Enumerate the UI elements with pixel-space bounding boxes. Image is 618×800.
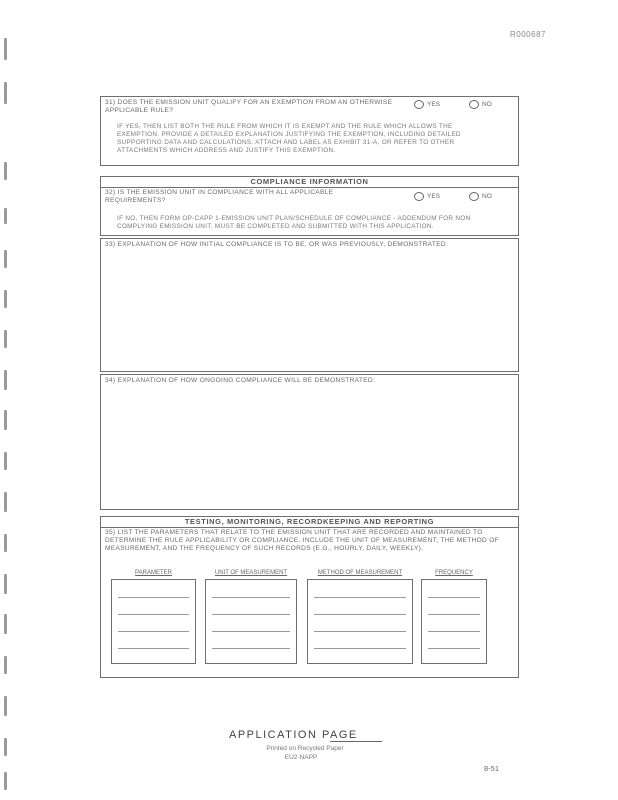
entry-line [118, 648, 189, 649]
footer-blank-line [330, 741, 382, 742]
binding-mark [4, 574, 7, 594]
entry-line [212, 631, 290, 632]
entry-line [118, 597, 189, 598]
compliance-yes-label: YES [427, 193, 441, 200]
binding-mark [4, 162, 7, 180]
column-header-method: METHOD OF MEASUREMENT [317, 570, 403, 576]
compliance-yes-option[interactable] [414, 192, 440, 201]
exemption-instructions: IF YES, THEN LIST BOTH THE RULE FROM WHICH IT IS EXEMPT AND THE RULE WHICH ALLOWS THE EXEMPTION. PROVIDE A DETAILED EXPLANATION JUSTIFYING THE EXEMPTION, INCLUDING DETAILED SUPPORTING DATA AND CALCULATIONS. ATTACH AND LABEL AS EXHIBIT 31-A, OR REFER TO OTHER ATTACHMENTS WHICH ADDRESS AND JUSTIFY THIS EXEMPTION. [117, 123, 461, 154]
binding-mark [4, 696, 7, 716]
unit-column[interactable] [205, 579, 297, 664]
compliance-no-label: NO [482, 193, 492, 200]
binding-mark [4, 772, 7, 790]
column-header-frequency: FREQUENCY [435, 570, 473, 576]
parameters-question: 35) LIST THE PARAMETERS THAT RELATE TO THE EMISSION UNIT THAT ARE RECORDED AND MAINTAINED TO DETERMINE THE RULE APPLICABILITY OR COMPLIANCE. INCLUDE THE UNIT OF MEASUREMENT, THE METHOD OF MEASUREMENT, AND THE FREQUENCY OF SUCH RECORDS (E.G., HOURLY, DAILY, WEEKLY). [105, 529, 499, 552]
footer-title: APPLICATION PAGE [229, 729, 358, 741]
initial-compliance-label: 33) EXPLANATION OF HOW INITIAL COMPLIANCE IS TO BE, OR WAS PREVIOUSLY, DEMONSTRATED: [105, 241, 449, 248]
entry-line [212, 614, 290, 615]
entry-line [314, 648, 406, 649]
document-id: R000687 [510, 30, 546, 39]
exemption-no-option[interactable] [469, 100, 492, 109]
compliance-instructions: IF NO, THEN FORM OP-CAPP 1-EMISSION UNIT PLAN/SCHEDULE OF COMPLIANCE - ADDENDUM FOR NON COMPLYING EMISSION UNIT, MUST BE COMPLETED AND SUBMITTED WITH THIS APPLICATION. [117, 215, 471, 230]
exemption-no-radio[interactable] [469, 100, 479, 109]
binding-mark [4, 738, 7, 756]
entry-line [212, 648, 290, 649]
parameter-column[interactable] [111, 579, 196, 664]
entry-line [428, 597, 480, 598]
compliance-yes-radio[interactable] [414, 192, 424, 201]
column-header-unit: UNIT OF MEASUREMENT [214, 570, 288, 576]
method-column[interactable] [307, 579, 413, 664]
entry-line [428, 648, 480, 649]
binding-mark [4, 38, 7, 60]
exemption-question: 31) DOES THE EMISSION UNIT QUALIFY FOR AN EXEMPTION FROM AN OTHERWISE APPLICABLE RULE? [105, 99, 393, 114]
compliance-no-radio[interactable] [469, 192, 479, 201]
binding-mark [4, 492, 7, 512]
compliance-question: 32) IS THE EMISSION UNIT IN COMPLIANCE WITH ALL APPLICABLE REQUIREMENTS? [105, 189, 334, 204]
exemption-yes-label: YES [427, 101, 441, 108]
binding-mark [4, 614, 7, 634]
binding-mark [4, 410, 7, 430]
compliance-section [100, 176, 519, 236]
initial-compliance-box[interactable] [100, 238, 519, 372]
binding-mark [4, 330, 7, 348]
entry-line [314, 597, 406, 598]
testing-section [100, 516, 519, 678]
entry-line [118, 614, 189, 615]
ongoing-compliance-box[interactable] [100, 374, 519, 510]
entry-line [314, 614, 406, 615]
exemption-section [100, 96, 519, 166]
binding-mark [4, 452, 7, 470]
binding-mark [4, 250, 7, 268]
binding-mark [4, 208, 7, 224]
exemption-yes-option[interactable] [414, 100, 440, 109]
entry-line [314, 631, 406, 632]
form-number: EU2-NAPP [284, 754, 318, 761]
compliance-section-title: COMPLIANCE INFORMATION [101, 177, 518, 188]
binding-mark [4, 656, 7, 674]
compliance-no-option[interactable] [469, 192, 492, 201]
exemption-no-label: NO [482, 101, 492, 108]
binding-mark [4, 290, 7, 308]
binding-mark [4, 534, 7, 552]
exemption-yes-radio[interactable] [414, 100, 424, 109]
entry-line [428, 631, 480, 632]
column-header-parameter: PARAMETER [135, 570, 172, 576]
entry-line [212, 597, 290, 598]
ongoing-compliance-label: 34) EXPLANATION OF HOW ONGOING COMPLIANCE WILL BE DEMONSTRATED: [105, 377, 376, 384]
entry-line [118, 631, 189, 632]
frequency-column[interactable] [421, 579, 487, 664]
entry-line [428, 614, 480, 615]
testing-section-title: TESTING, MONITORING, RECORDKEEPING AND REPORTING [101, 517, 518, 528]
printed-on-recycled-paper: Printed on Recycled Paper [266, 745, 344, 752]
binding-mark [4, 370, 7, 390]
binding-mark [4, 82, 7, 104]
page-number: 8-51 [484, 764, 500, 773]
